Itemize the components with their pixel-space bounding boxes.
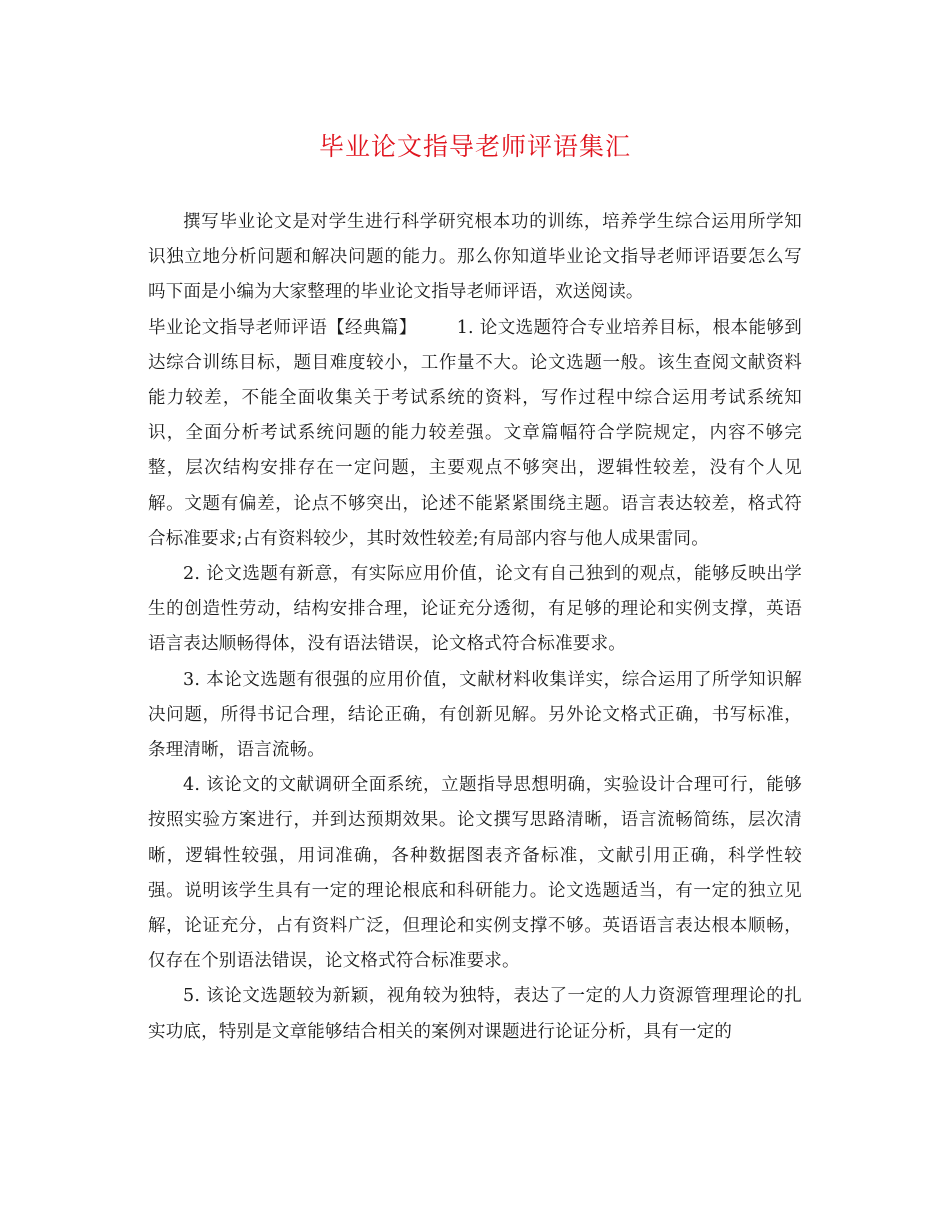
comment-paragraph: 2. 论文选题有新意，有实际应用价值，论文有自己独到的观点，能够反映出学生的创造性劳动，结构安排合理，论证充分透彻，有足够的理论和实例支撑，英语语言表达顺畅得体，没有语法错误，论文格式符合标准要求。 xyxy=(148,564,802,655)
intro-paragraph: 撰写毕业论文是对学生进行科学研究根本功的训练，培养学生综合运用所学知识独立地分析问题和解决问题的能力。那么你知道毕业论文指导老师评语要怎么写吗下面是小编为大家整理的毕业论文指导老师评语，欢送阅读。 xyxy=(148,212,802,303)
section-heading: 毕业论文指导老师评语【经典篇】 xyxy=(148,317,417,338)
first-comment-paragraph xyxy=(148,311,802,557)
page-title: 毕业论文指导老师评语集汇 xyxy=(318,132,631,161)
comment-paragraph: 4. 该论文的文献调研全面系统，立题指导思想明确，实验设计合理可行，能够按照实验方案进行，并到达预期效果。论文撰写思路清晰，语言流畅简练，层次清晰，逻辑性较强，用词准确，各种数据图表齐备标准，文献引用正确，科学性较强。说明该学生具有一定的理论根底和科研能力。论文选题适当，有一定的独立见解，论证充分，占有资料广泛，但理论和实例支撑不够。英语语言表达根本顺畅，仅存在个别语法错误，论文格式符合标准要求。 xyxy=(148,775,802,972)
comment-paragraph: 3. 本论文选题有很强的应用价值，文献材料收集详实，综合运用了所学知识解决问题，所得书记合理，结论正确，有创新见解。另外论文格式正确，书写标准，条理清晰，语言流畅。 xyxy=(148,669,802,761)
document-body xyxy=(148,205,802,1050)
comment-text-1: 1. 论文选题符合专业培养目标，根本能够到达综合训练目标，题目难度较小，工作量不大。论文选题一般。该生查阅文献资料能力较差，不能全面收集关于考试系统的资料，写作过程中综合运用考试系统知识，全面分析考试系统问题的能力较差强。文章篇幅符合学院规定，内容不够完整，层次结构安排存在一定问题，主要观点不够突出，逻辑性较差，没有个人见解。文题有偏差，论点不够突出，论述不能紧紧围绕主题。语言表达较差，格式符合标准要求;占有资料较少，其时效性较差;有局部内容与他人成果雷同。 xyxy=(148,317,802,549)
comment-paragraph: 5. 该论文选题较为新颖，视角较为独特，表达了一定的人力资源管理理论的扎实功底，特别是文章能够结合相关的案例对课题进行论证分析，具有一定的 xyxy=(148,986,802,1042)
